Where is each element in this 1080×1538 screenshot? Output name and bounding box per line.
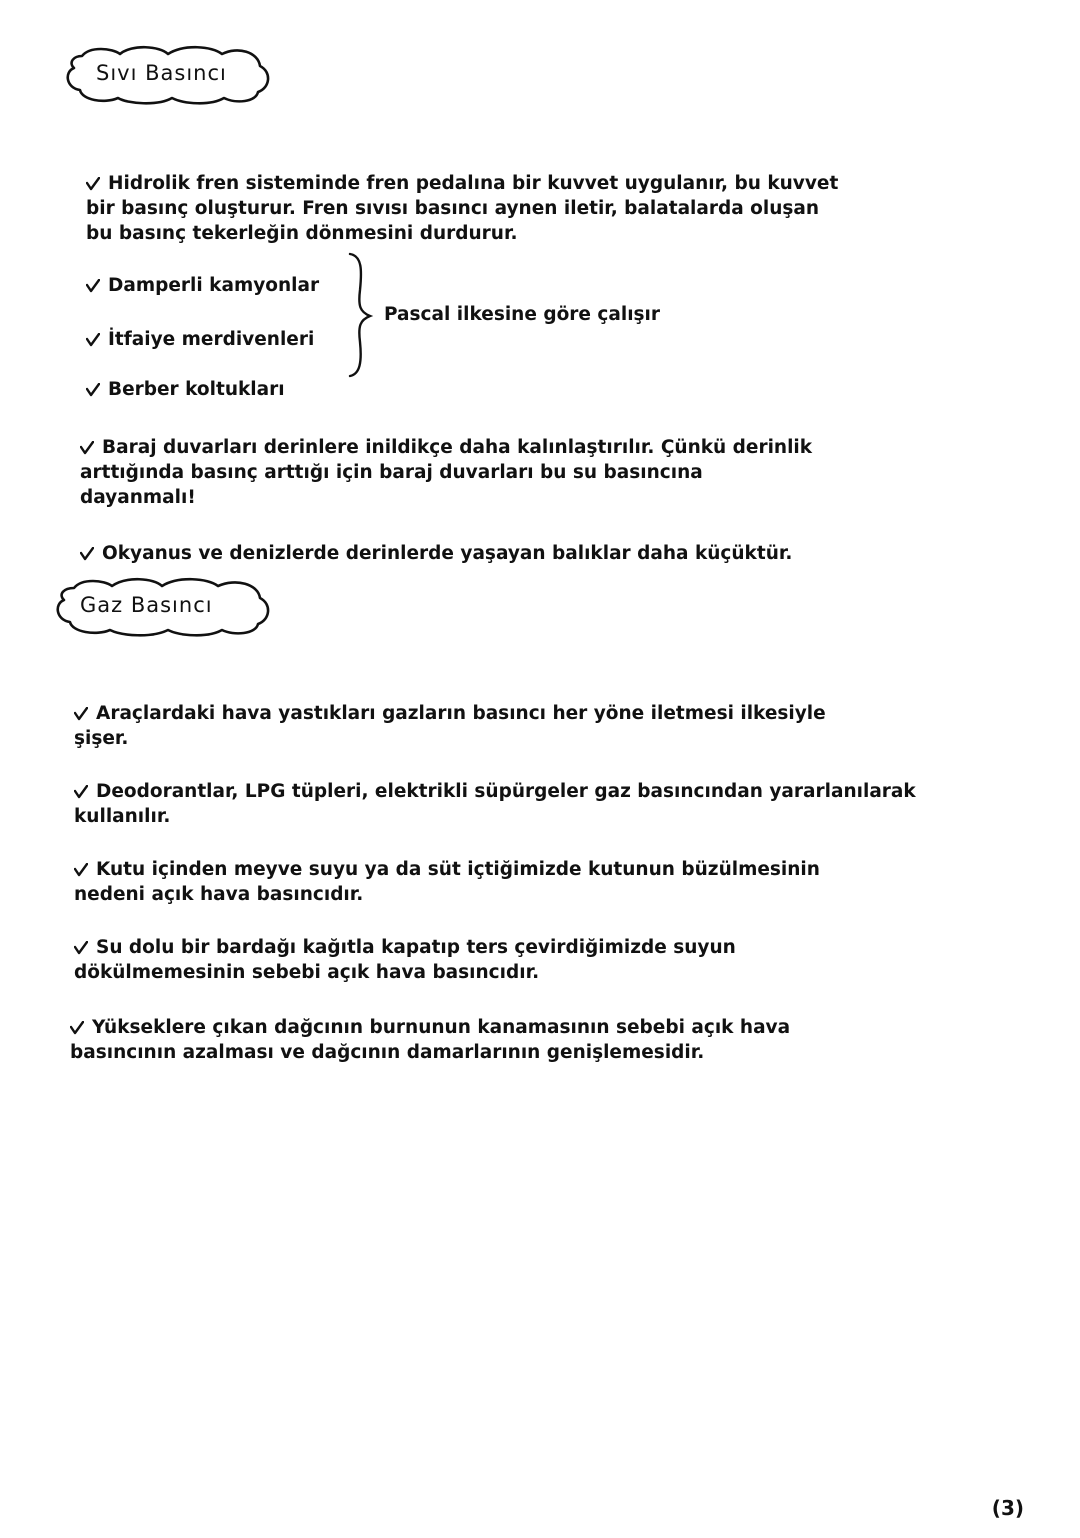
list-item: İtfaiye merdivenleri (86, 302, 314, 352)
brace-note: Pascal ilkesine göre çalışır (384, 304, 661, 325)
list-item: Damperli kamyonlar (86, 248, 319, 298)
checkmark-icon (74, 857, 90, 882)
list-item: Deodorantlar, LPG tüpleri, elektrikli süpürgeler gaz basıncından yararlanılarak kullanılır. (74, 781, 916, 827)
checkmark-icon (86, 273, 102, 298)
list-item: Yükseklere çıkan dağcının burnunun kanamasının sebebi açık hava basıncının azalması ve dağcının damarlarının genişlemesidir. (70, 1017, 791, 1063)
list-item: Araçlardaki hava yastıkları gazların basıncı her yöne iletmesi ilkesiyle şişer. (74, 703, 826, 749)
checkmark-icon (80, 435, 96, 460)
checkmark-icon (74, 701, 90, 726)
section-title-cloud-gas (50, 574, 272, 638)
section-title: Gaz Basıncı (80, 593, 213, 617)
section-title: Sıvı Basıncı (96, 61, 227, 85)
list-item: Hidrolik fren sisteminde fren pedalına bir kuvvet uygulanır, bu kuvvet bir basınç oluşturur. Fren sıvısı basıncı aynen iletir, balatalarda oluşan bu basınç tekerleğin dönmesini durdurur. (86, 173, 839, 244)
list-item: Okyanus ve denizlerde derinlerde yaşayan balıklar daha küçüktür. (80, 516, 990, 566)
list-item: Kutu içinden meyve suyu ya da süt içtiğimizde kutunun büzülmesinin nedeni açık hava basıncıdır. (74, 859, 820, 905)
list-item: Berber koltukları (86, 352, 285, 402)
checkmark-icon (74, 779, 90, 804)
list-item: Su dolu bir bardağı kağıtla kapatıp ters çevirdiğimizde suyun dökülmemesinin sebebi açık hava basıncıdır. (74, 937, 736, 983)
page-number: (3) (991, 1496, 1024, 1520)
checkmark-icon (74, 935, 90, 960)
checkmark-icon (86, 171, 102, 196)
list-item: Baraj duvarları derinlere inildikçe daha kalınlaştırılır. Çünkü derinlik arttığında basınç arttığı için baraj duvarları bu su basıncına dayanmalı! (80, 437, 813, 508)
checkmark-icon (86, 327, 102, 352)
checkmark-icon (80, 541, 96, 566)
section-title-cloud-liquid (60, 42, 272, 106)
checkmark-icon (70, 1015, 86, 1040)
curly-brace-icon (344, 250, 374, 380)
checkmark-icon (86, 377, 102, 402)
